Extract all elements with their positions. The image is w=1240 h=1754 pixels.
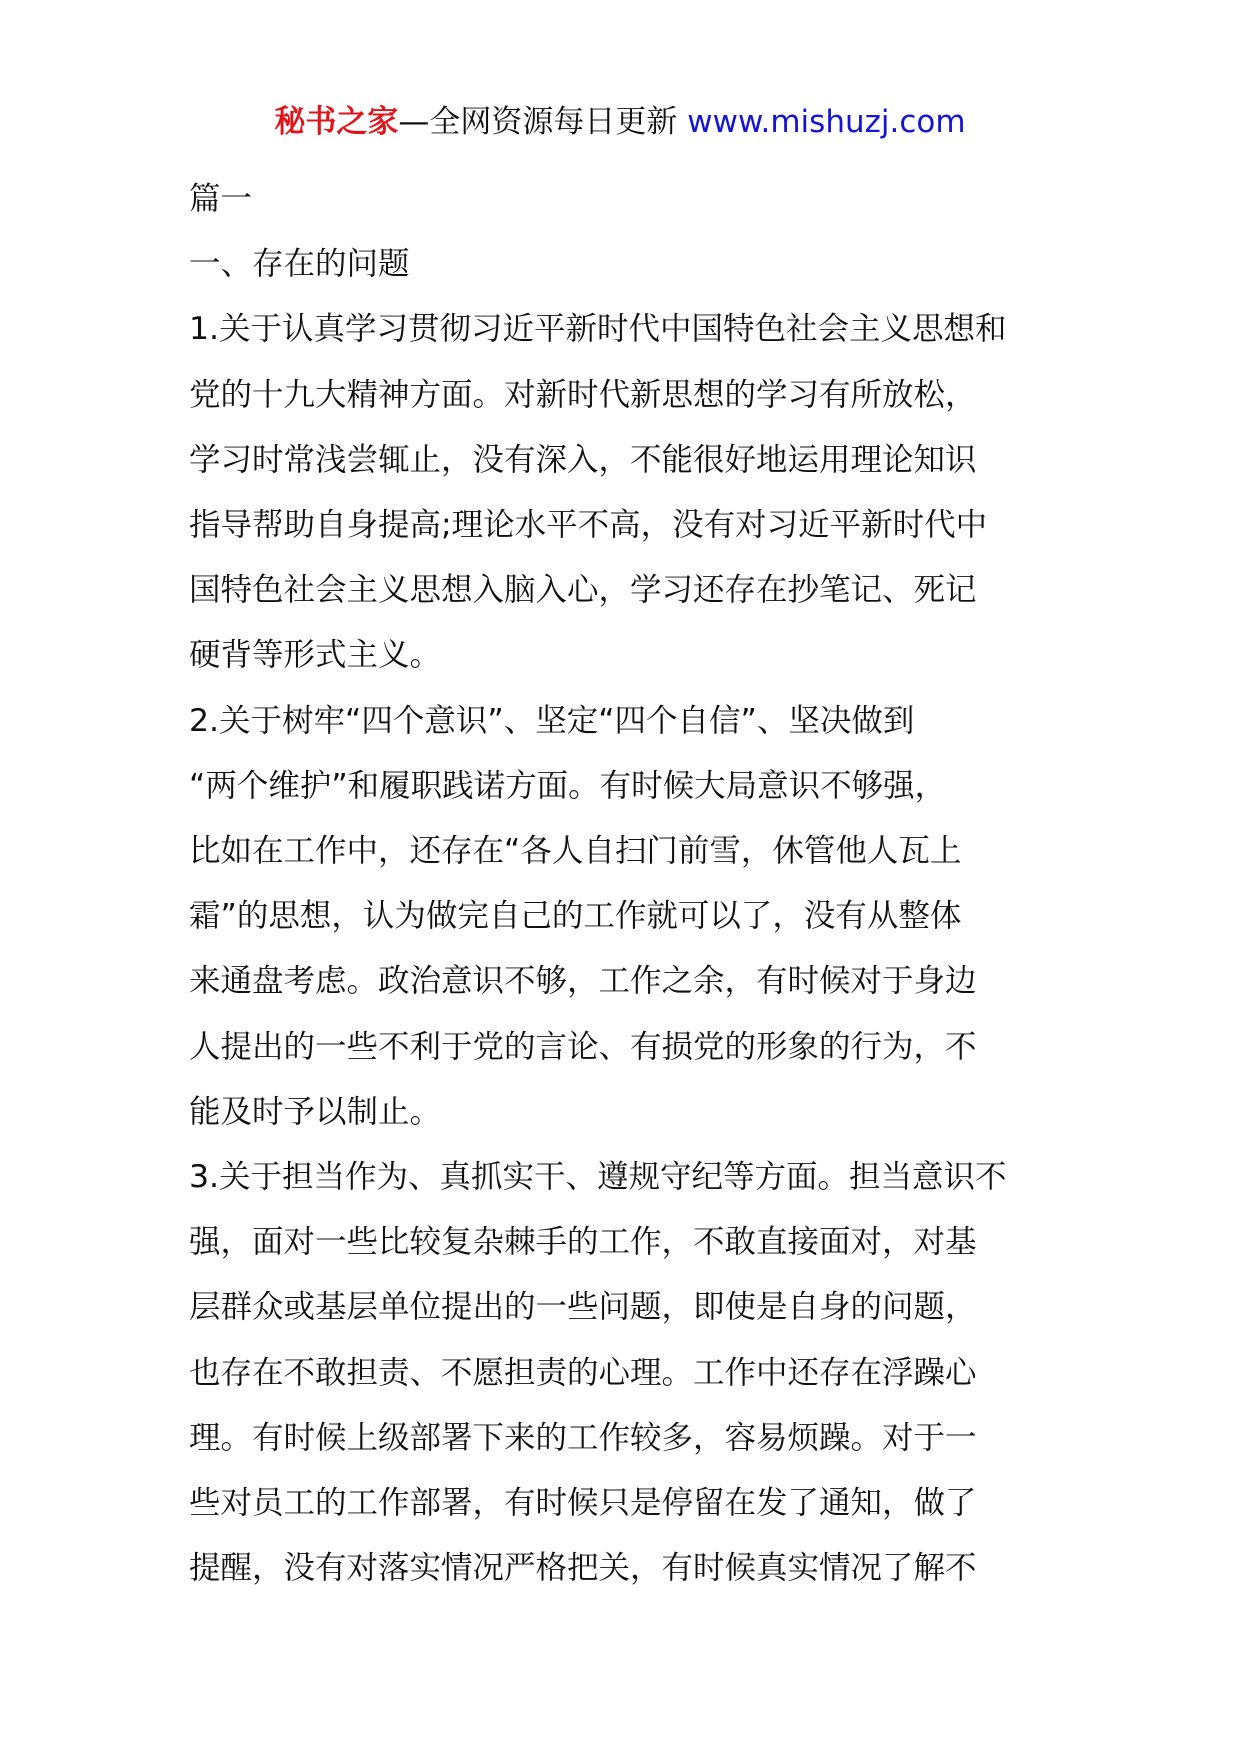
text-line: 提醒，没有对落实情况严格把关，有时候真实情况了解不 <box>189 1550 977 1587</box>
text-line: 1.关于认真学习贯彻习近平新时代中国特色社会主义思想和 <box>189 311 1007 348</box>
brand-name: 秘书之家 <box>274 104 399 140</box>
text-line: 人提出的一些不利于党的言论、有损党的形象的行为，不 <box>189 1028 977 1065</box>
document-body <box>189 167 1055 1601</box>
text-line: 3.关于担当作为、真抓实干、遵规守纪等方面。担当意识不 <box>189 1159 1007 1196</box>
heading-issues: 一、存在的问题 <box>189 246 410 283</box>
text-line: 也存在不敢担责、不愿担责的心理。工作中还存在浮躁心 <box>189 1354 977 1391</box>
page-header <box>0 100 1240 144</box>
header-tagline: —全网资源每日更新 <box>398 104 688 140</box>
text-line: 硬背等形式主义。 <box>189 637 442 674</box>
text-line: 理。有时候上级部署下来的工作较多，容易烦躁。对于一 <box>189 1419 977 1456</box>
section-title: 篇一 <box>189 181 253 217</box>
text-line: 层群众或基层单位提出的一些问题，即使是自身的问题， <box>189 1289 977 1326</box>
text-line: 国特色社会主义思想入脑入心，学习还存在抄笔记、死记 <box>189 572 977 609</box>
text-line: 能及时予以制止。 <box>189 1093 442 1130</box>
text-line: 学习时常浅尝辄止，没有深入，不能很好地运用理论知识 <box>189 441 977 478</box>
text-line: 指导帮助自身提高;理论水平不高，没有对习近平新时代中 <box>189 507 988 544</box>
text-line: 些对员工的工作部署，有时候只是停留在发了通知，做了 <box>189 1485 977 1522</box>
text-line: 来通盘考虑。政治意识不够，工作之余，有时候对于身边 <box>189 963 977 1000</box>
text-line: 霜”的思想，认为做完自己的工作就可以了，没有从整体 <box>189 898 962 935</box>
text-line: 强，面对一些比较复杂棘手的工作，不敢直接面对，对基 <box>189 1224 977 1261</box>
text-line: 2.关于树牢“四个意识”、坚定“四个自信”、坚决做到 <box>189 702 915 739</box>
text-line: 比如在工作中，还存在“各人自扫门前雪，休管他人瓦上 <box>189 833 962 870</box>
website-link[interactable]: www.mishuzj.com <box>687 104 966 140</box>
text-line: 党的十九大精神方面。对新时代新思想的学习有所放松， <box>189 376 977 413</box>
text-line: “两个维护”和履职践诺方面。有时候大局意识不够强， <box>189 767 947 804</box>
